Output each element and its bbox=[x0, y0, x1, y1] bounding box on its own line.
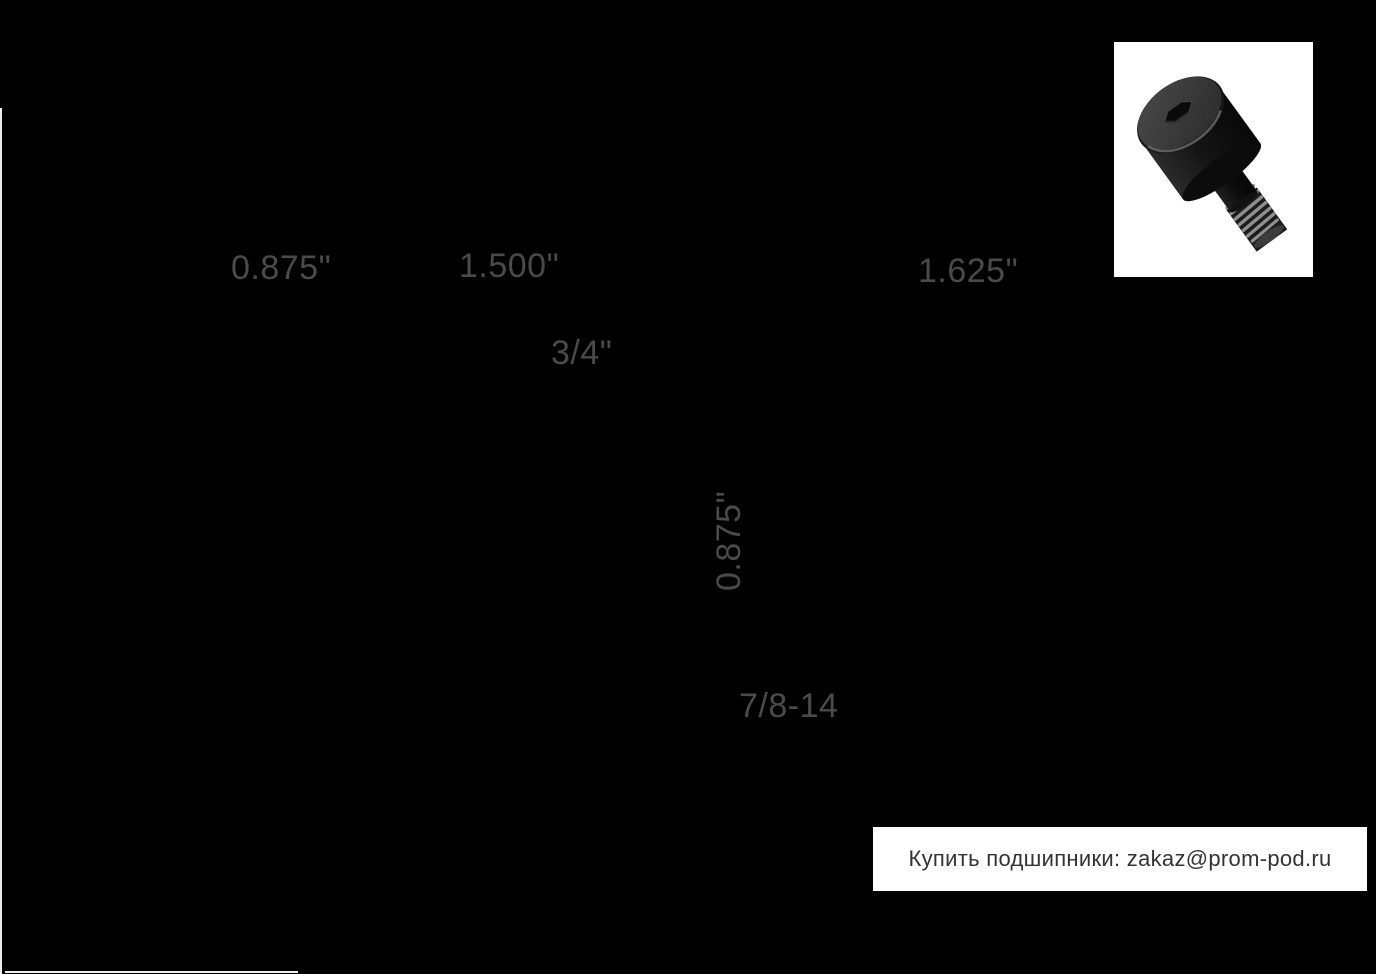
dimension-label-0-875-left: 0.875" bbox=[231, 249, 332, 287]
dimension-label-1-625: 1.625" bbox=[918, 252, 1019, 290]
dimension-label-0-875-vertical: 0.875" bbox=[710, 490, 748, 591]
product-image-panel bbox=[1114, 42, 1313, 277]
dimension-label-1-500: 1.500" bbox=[459, 247, 560, 285]
contact-email-text: Купить подшипники: zakaz@prom-pod.ru bbox=[908, 846, 1332, 871]
bottom-edge-line bbox=[5, 971, 298, 973]
dimension-label-thread-7-8-14: 7/8-14 bbox=[739, 687, 839, 725]
dimension-label-3-4: 3/4" bbox=[551, 334, 613, 372]
contact-panel bbox=[873, 827, 1367, 891]
cam-follower-stud-bearing-icon bbox=[1114, 42, 1313, 277]
left-edge-line bbox=[0, 108, 2, 974]
